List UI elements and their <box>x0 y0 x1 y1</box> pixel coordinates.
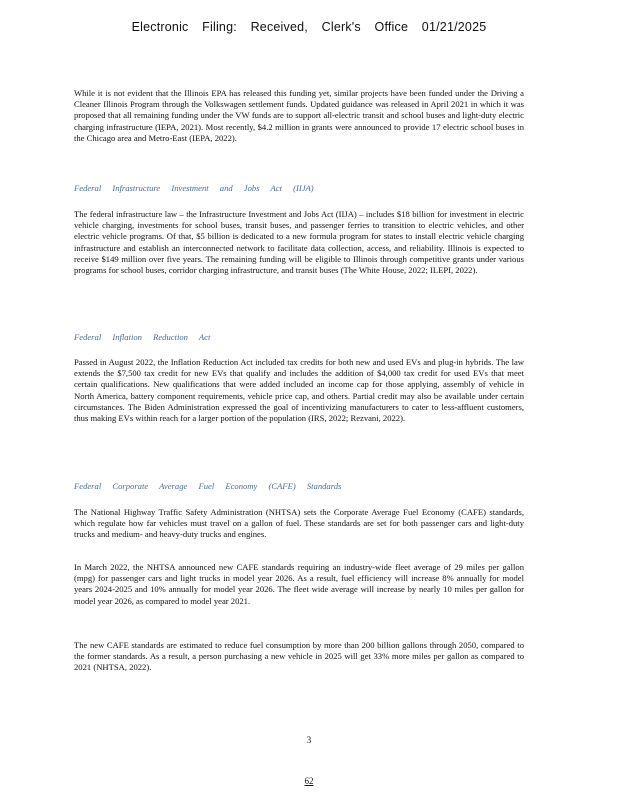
paragraph-illinois-epa-funding: While it is not evident that the Illinois EPA has released this funding yet, similar projects have been funded under the Driving a Cleaner Illinois Program through the Volkswagen settlement funds. Updated guidance was released in April 2021 in which it was proposed that all remaining funding under the VW funds are to support all-electric transit and school buses and light-duty electric charging infrastructure (IEPA, 2021). Most recently, $4.2 million in grants were announced to provide 17 electric school buses in the Chicago area and Metro-East (IEPA, 2022). <box>74 88 524 143</box>
paragraph-cafe-savings: The new CAFE standards are estimated to reduce fuel consumption by more than 200 billion gallons through 2050, compared to the former standards. As a result, a person purchasing a new vehicle in 2025 will get 33% more miles per gallon as compared to 2021 (NHTSA, 2022). <box>74 640 524 673</box>
paragraph-cafe-2022: In March 2022, the NHTSA announced new CAFE standards requiring an industry-wide fleet average of 29 miles per gallon (mpg) for passenger cars and light trucks in model year 2026. As a result, fuel efficiency will increase 8% annually for model years 2024-2025 and 10% annually for model year 2026. The fleet wide average will increase by nearly 10 miles per gallon for model year 2026, as compared to model year 2021. <box>74 562 524 606</box>
page-number: 3 <box>306 735 312 745</box>
filing-stamp-header: Electronic Filing: Received, Clerk's Office 01/21/2025 <box>131 20 487 34</box>
section-heading-ira: Federal Inflation Reduction Act <box>74 332 211 342</box>
exhibit-page-number: 62 <box>304 776 314 786</box>
paragraph-cafe-intro: The National Highway Traffic Safety Administration (NHTSA) sets the Corporate Average Fuel Economy (CAFE) standards, which regulate how far vehicles must travel on a gallon of fuel. These standards are set for both passenger cars and light-duty trucks and medium- and heavy-duty trucks and engines. <box>74 507 524 540</box>
section-heading-iija: Federal Infrastructure Investment and Jobs Act (IIJA) <box>74 183 314 193</box>
paragraph-ira: Passed in August 2022, the Inflation Reduction Act included tax credits for both new and used EVs and plug-in hybrids. The law extends the $7,500 tax credit for new EVs that qualify and includes the addition of $4,000 tax credit for used EVs that meet certain qualifications. New qualifications that were added included an income cap for those applying, assembly of vehicle in North America, battery component requirements, vehicle price cap, and others. Partial credit may also be available under certain circumstances. The Biden Administration expressed the goal of incentivizing manufacturers to cater to less-affluent customers, thus making EVs within reach for a larger portion of the population (IRS, 2022; Rezvani, 2022). <box>74 357 524 424</box>
section-heading-cafe: Federal Corporate Average Fuel Economy (CAFE) Standards <box>74 481 342 491</box>
paragraph-iija: The federal infrastructure law – the Infrastructure Investment and Jobs Act (IIJA) – includes $18 billion for investment in electric vehicle charging, investments for school buses, transit buses, and passenger ferries to transition to electric vehicles, and other electric vehicle programs. Of that, $5 billion is dedicated to a new formula program for states to install electric vehicle charging infrastructure and establish an interconnected network to facilitate data collection, access, and reliability. Illinois is expected to receive $149 million over five years. The remaining funding will be eligible to Illinois through competitive grants under various programs for school buses, corridor charging infrastructure, and transit buses (The White House, 2022; ILEPI, 2022). <box>74 209 524 276</box>
